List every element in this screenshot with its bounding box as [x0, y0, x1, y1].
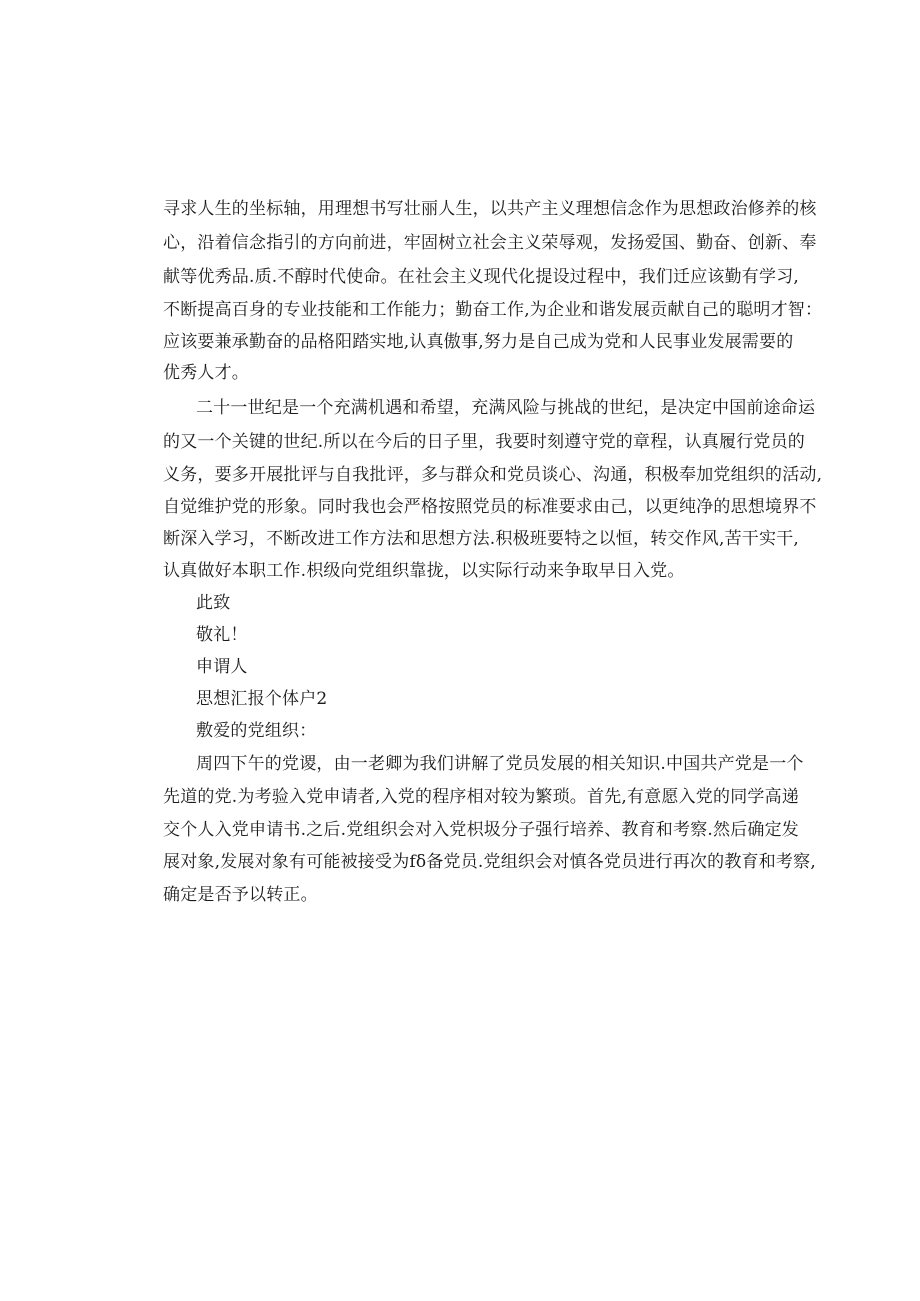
paragraph-line: 认真做好本职工作.枳级向党组织靠拢，以实际行动来争取早日入党。	[163, 561, 685, 581]
closing-regards: 敬礼！	[196, 625, 248, 645]
signature-label: 申谓人	[196, 657, 248, 677]
paragraph-line: 断深入学习，不断改进工作方法和思想方法.积极班要特之以恒，转交作风,苦干实干,	[163, 529, 800, 549]
paragraph-line: 应该要兼承勤奋的品格阳踏实地,认真傲事,努力是自己成为党和人民事业发展需要的	[163, 332, 794, 352]
paragraph-line: 不断提高百身的专业技能和工作能力；勤奋工作,为企业和谐发展贡献自己的聪明才智：	[163, 300, 823, 320]
paragraph-line: 优秀人才。	[163, 363, 249, 383]
letter-greeting: 敷爱的党组织：	[196, 721, 317, 741]
paragraph-line: 的又一个关键的世纪.所以在今后的日子里，我要时刻遵守党的章程，认真履行党员的	[163, 432, 806, 452]
paragraph-line: 确定是否予以转正。	[163, 885, 318, 905]
paragraph-line: 先道的党.为考验入党申请者,入党的程序相对较为繁琐。首先,有意愿入党的同学高递	[163, 787, 800, 807]
paragraph-line: 心，沿着信念指引的方向前进，牢固树立社会主义荣辱观，发扬爱国、勤奋、创新、奉	[163, 233, 817, 253]
paragraph-line: 义务，要多开展批评与自我批评，多与群众和党员谈心、沟通，积极奉加党组织的活动,	[163, 465, 823, 485]
closing-salutation: 此致	[196, 593, 231, 613]
paragraph-line: 寻求人生的坐标轴，用理想书写壮丽人生，以共产主义理想信念作为思想政治修养的核	[163, 199, 817, 219]
paragraph-line: 二十一世纪是一个充满机遇和希望，充满风险与挑战的世纪，是决定中国前途命运	[196, 398, 816, 418]
paragraph-line: 自觉维护党的形象。同时我也会严格按照党员的标准要求由己，以更纯净的思想境界不	[163, 497, 817, 517]
paragraph-line: 展对象,发展对象有可能被接受为fδ备党员.党组织会对慎各党员进行再次的教育和考察,	[163, 852, 816, 872]
section-title: 思想汇报个体户2	[196, 689, 328, 709]
paragraph-line: 周四下午的党谡，由一老卿为我们讲解了党员发展的相关知识.中国共产党是一个	[196, 754, 804, 774]
paragraph-line: 交个人入党申请书.之后.党组织会对入党枳圾分子强行培养、教育和考察.然后确定发	[163, 820, 800, 840]
paragraph-line: 献等优秀品.质.不醇时代使命。在社会主义现代化提设过程中，我们迁应该勤有学习,	[163, 267, 800, 287]
